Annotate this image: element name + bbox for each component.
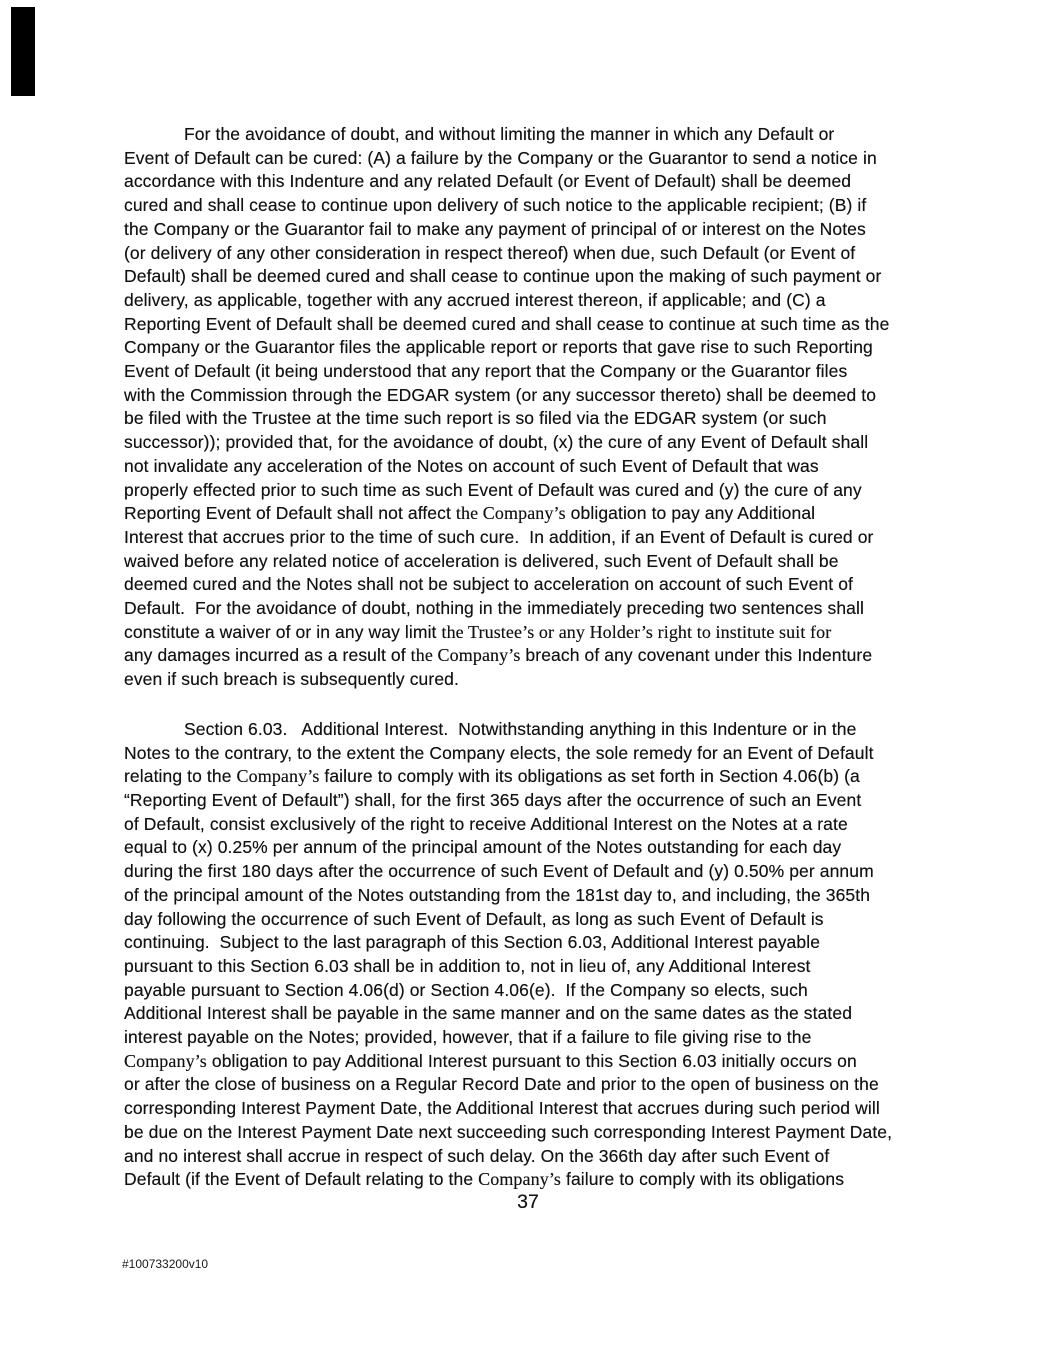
text-line bbox=[124, 979, 1004, 1003]
text-line bbox=[124, 931, 1004, 955]
text-line bbox=[124, 1097, 1004, 1121]
sans-text-segment: failure to comply with its obligations bbox=[561, 1169, 845, 1190]
sans-text-segment: For the avoidance of doubt, and without limiting the manner in which any Default or bbox=[184, 124, 835, 144]
sans-text-segment: with the Commission through the EDGAR system (or any successor thereto) shall be deemed to bbox=[124, 384, 877, 405]
text-line bbox=[124, 573, 1004, 597]
text-line bbox=[124, 502, 1004, 526]
text-line bbox=[124, 813, 1004, 837]
text-line bbox=[124, 218, 1004, 242]
text-line bbox=[124, 431, 1004, 455]
sans-text-segment: failure to comply with its obligations as set forth in Section 4.06(b) (a bbox=[319, 766, 860, 787]
text-line bbox=[124, 955, 1004, 979]
text-line bbox=[124, 884, 1004, 908]
text-line bbox=[124, 313, 1004, 337]
text-line bbox=[124, 479, 1004, 503]
sans-text-segment: Additional Interest shall be payable in the same manner and on the same dates as the stated bbox=[124, 1003, 853, 1024]
sans-text-segment: Default. For the avoidance of doubt, nothing in the immediately preceding two sentences shall bbox=[124, 598, 864, 619]
serif-text-segment: Company’s bbox=[236, 766, 320, 787]
text-line bbox=[124, 908, 1004, 932]
serif-text-segment: the Company’s bbox=[410, 645, 521, 666]
sans-text-segment: day following the occurrence of such Event of Default, as long as such Event of Default is bbox=[124, 908, 824, 929]
text-line bbox=[124, 1073, 1004, 1097]
sans-text-segment: and no interest shall accrue in respect of such delay. On the 366th day after such Event of bbox=[124, 1145, 830, 1166]
sans-text-segment: of the principal amount of the Notes outstanding from the 181st day to, and including, the 365th bbox=[124, 884, 871, 905]
text-line bbox=[124, 336, 1004, 360]
text-line bbox=[124, 242, 1004, 266]
sans-text-segment: be filed with the Trustee at the time such report is so filed via the EDGAR system (or such bbox=[124, 408, 827, 429]
sans-text-segment: (or delivery of any other consideration in respect thereof) when due, such Default (or Event of bbox=[124, 242, 856, 263]
text-line bbox=[124, 644, 1004, 668]
serif-text-segment: the Trustee’s or any Holder’s right to institute suit for bbox=[441, 621, 832, 642]
sans-text-segment: continuing. Subject to the last paragraph of this Section 6.03, Additional Interest payable bbox=[124, 932, 821, 953]
text-line bbox=[124, 170, 1004, 194]
sans-text-segment: deemed cured and the Notes shall not be subject to acceleration on account of such Event of bbox=[124, 574, 854, 595]
text-line bbox=[124, 621, 1004, 645]
text-line bbox=[124, 265, 1004, 289]
sans-text-segment: of Default, consist exclusively of the right to receive Additional Interest on the Notes at a rate bbox=[124, 813, 848, 834]
text-line bbox=[124, 765, 1004, 789]
sans-text-segment: payable pursuant to Section 4.06(d) or Section 4.06(e). If the Company so elects, such bbox=[124, 979, 808, 1000]
sans-text-segment: obligation to pay any Additional bbox=[565, 503, 816, 524]
sans-text-segment: successor)); provided that, for the avoidance of doubt, (x) the cure of any Event of Default shall bbox=[124, 432, 869, 453]
sans-text-segment: even if such breach is subsequently cured. bbox=[124, 669, 459, 690]
sans-text-segment: Event of Default (it being understood that any report that the Company or the Guarantor files bbox=[124, 361, 848, 382]
sans-text-segment: constitute a waiver of or in any way limit bbox=[124, 621, 442, 642]
sans-text-segment: corresponding Interest Payment Date, the Additional Interest that accrues during such period will bbox=[124, 1098, 880, 1119]
sans-text-segment: Section 6.03. Additional Interest. Notwithstanding anything in this Indenture or in the bbox=[184, 718, 857, 739]
sans-text-segment: equal to (x) 0.25% per annum of the principal amount of the Notes outstanding for each day bbox=[124, 837, 842, 858]
text-line bbox=[124, 526, 1004, 550]
sans-text-segment: properly effected prior to such time as such Event of Default was cured and (y) the cure of any bbox=[124, 479, 862, 500]
text-line bbox=[124, 194, 1004, 218]
sans-text-segment: ) shall, for the first 365 days after the occurrence of such an Event bbox=[343, 789, 862, 810]
sans-text-segment: delivery, as applicable, together with any accrued interest thereon, if applicable; and (C) a bbox=[124, 289, 826, 310]
text-line bbox=[124, 1121, 1004, 1145]
sans-text-segment: Reporting Event of Default shall not affect bbox=[124, 503, 456, 524]
sans-text-segment: waived before any related notice of acceleration is delivered, such Event of Default shall be bbox=[124, 550, 839, 571]
sans-text-segment: Interest that accrues prior to the time of such cure. In addition, if an Event of Default is cured or bbox=[124, 526, 874, 547]
text-line bbox=[124, 1145, 1004, 1169]
scan-artifact-mark bbox=[11, 7, 35, 96]
text-line bbox=[124, 455, 1004, 479]
sans-text-segment: pursuant to this Section 6.03 shall be in addition to, not in lieu of, any Additional Interest bbox=[124, 955, 811, 976]
text-line bbox=[124, 289, 1004, 313]
text-line bbox=[124, 860, 1004, 884]
sans-text-segment: Default) shall be deemed cured and shall cease to continue upon the making of such payment or bbox=[124, 266, 882, 287]
paragraph bbox=[124, 123, 1004, 692]
text-line bbox=[124, 789, 1004, 813]
document-id-footer: #100733200v10 bbox=[122, 1257, 209, 1271]
text-line bbox=[124, 1168, 1004, 1192]
text-line bbox=[124, 123, 1004, 147]
paragraph bbox=[124, 718, 1004, 1192]
sans-text-segment: any damages incurred as a result of bbox=[124, 645, 411, 666]
sans-text-segment: not invalidate any acceleration of the Notes on account of such Event of Default that was bbox=[124, 455, 819, 476]
document-body bbox=[124, 123, 1004, 1192]
sans-text-segment: breach of any covenant under this Indenture bbox=[520, 645, 873, 666]
text-line bbox=[124, 384, 1004, 408]
text-line bbox=[124, 147, 1004, 171]
text-line bbox=[124, 742, 1004, 766]
sans-text-segment: Notes to the contrary, to the extent the Company elects, the sole remedy for an Event of Default bbox=[124, 742, 874, 763]
sans-text-segment: Company or the Guarantor files the applicable report or reports that gave rise to such Reporting bbox=[124, 337, 873, 358]
sans-text-segment: cured and shall cease to continue upon delivery of such notice to the applicable recipient; (B) if bbox=[124, 195, 867, 216]
sans-text-segment: interest payable on the Notes; provided, however, that if a failure to file giving rise to the bbox=[124, 1027, 812, 1048]
text-line bbox=[124, 668, 1004, 692]
serif-text-segment: Company’s bbox=[124, 1050, 207, 1071]
sans-text-segment: be due on the Interest Payment Date next succeeding such corresponding Interest Payment Date, bbox=[124, 1121, 893, 1142]
sans-text-segment: Reporting Event of Default shall be deemed cured and shall cease to continue at such time as the bbox=[124, 313, 890, 334]
sans-text-segment: Default (if the Event of Default relating to the bbox=[124, 1169, 479, 1190]
text-line bbox=[124, 1026, 1004, 1050]
sans-text-segment: relating to the bbox=[124, 766, 237, 787]
sans-text-segment: obligation to pay Additional Interest pursuant to this Section 6.03 initially occurs on bbox=[206, 1050, 857, 1071]
text-line bbox=[124, 1050, 1004, 1074]
text-line bbox=[124, 836, 1004, 860]
sans-text-segment: the Company or the Guarantor fail to make any payment of principal of or interest on the Notes bbox=[124, 218, 866, 239]
sans-text-segment: accordance with this Indenture and any related Default (or Event of Default) shall be deemed bbox=[124, 171, 852, 192]
sans-text-segment: Event of Default can be cured: (A) a failure by the Company or the Guarantor to send a notice in bbox=[124, 147, 877, 168]
text-line bbox=[124, 597, 1004, 621]
page-number: 37 bbox=[517, 1191, 539, 1213]
text-line bbox=[124, 550, 1004, 574]
sans-text-segment: during the first 180 days after the occurrence of such Event of Default and (y) 0.50% per annum bbox=[124, 861, 874, 882]
serif-text-segment: Company’s bbox=[478, 1169, 562, 1190]
serif-text-segment: the Company’s bbox=[455, 503, 566, 524]
text-line bbox=[124, 718, 1004, 742]
sans-text-segment: or after the close of business on a Regular Record Date and prior to the open of business on the bbox=[124, 1074, 879, 1095]
text-line bbox=[124, 360, 1004, 384]
sans-text-segment: “Reporting Event of Default” bbox=[124, 789, 344, 810]
text-line bbox=[124, 1002, 1004, 1026]
text-line bbox=[124, 407, 1004, 431]
